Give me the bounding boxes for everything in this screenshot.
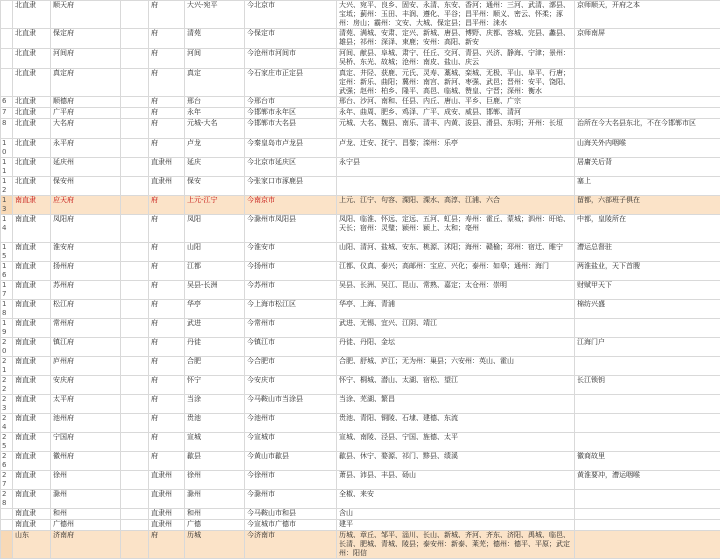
blank-cell[interactable] — [121, 158, 149, 177]
blank-cell[interactable] — [121, 119, 149, 139]
prefecture-name-cell[interactable]: 徽州府 — [51, 452, 121, 471]
note-cell[interactable]: 居庸关后背 — [575, 158, 720, 177]
prefecture-name-cell[interactable]: 大名府 — [51, 119, 121, 139]
blank-cell[interactable] — [121, 243, 149, 262]
table-row[interactable] — [1, 243, 720, 262]
prefecture-name-cell[interactable]: 太平府 — [51, 395, 121, 414]
blank-cell[interactable] — [121, 177, 149, 196]
blank-cell[interactable] — [121, 49, 149, 69]
table-row[interactable] — [1, 29, 720, 49]
table-row[interactable] — [1, 520, 720, 531]
prefecture-name-cell[interactable]: 滁州 — [51, 490, 121, 509]
table-row[interactable] — [1, 262, 720, 281]
seat-county-cell[interactable]: 山阳 — [185, 243, 245, 262]
province-cell[interactable]: 北直隶 — [13, 119, 51, 139]
modern-location-cell[interactable]: 今张家口市涿鹿县 — [245, 177, 337, 196]
subordinate-counties-cell[interactable]: 含山 — [337, 509, 575, 520]
table-row[interactable] — [1, 281, 720, 300]
modern-location-cell[interactable]: 今马鞍山市和县 — [245, 509, 337, 520]
modern-location-cell[interactable]: 今池州市 — [245, 414, 337, 433]
modern-location-cell[interactable]: 今滁州市凤阳县 — [245, 215, 337, 243]
prefecture-name-cell[interactable]: 徐州 — [51, 471, 121, 490]
note-cell[interactable]: 财赋甲天下 — [575, 281, 720, 300]
blank-cell[interactable] — [121, 452, 149, 471]
row-number[interactable]: 22 — [1, 376, 13, 395]
prefecture-name-cell[interactable]: 顺德府 — [51, 97, 121, 108]
seat-county-cell[interactable]: 历城 — [185, 531, 245, 559]
modern-location-cell[interactable]: 今镇江市 — [245, 338, 337, 357]
seat-county-cell[interactable]: 吴县-长洲 — [185, 281, 245, 300]
admin-type-cell[interactable]: 府 — [149, 300, 185, 319]
subordinate-counties-cell[interactable]: 真定、井陉、获鹿、元氏、灵寿、藁城、栾城、无极、平山、阜平、行唐；定州：新乐、曲阳；冀州：南宫、新河、枣强、武邑；晋州：安平、饶阳、武强；赵州：柏乡、隆平、高邑、临城、赞皇、宁晋；深州：衡水 — [337, 69, 575, 97]
subordinate-counties-cell[interactable]: 当涂、芜湖、繁昌 — [337, 395, 575, 414]
prefecture-name-cell[interactable]: 河间府 — [51, 49, 121, 69]
prefecture-name-cell[interactable]: 广德州 — [51, 520, 121, 531]
province-cell[interactable]: 北直隶 — [13, 158, 51, 177]
admin-type-cell[interactable]: 府 — [149, 262, 185, 281]
admin-type-cell[interactable]: 府 — [149, 433, 185, 452]
province-cell[interactable]: 南直隶 — [13, 433, 51, 452]
blank-cell[interactable] — [121, 338, 149, 357]
admin-type-cell[interactable]: 府 — [149, 69, 185, 97]
modern-location-cell[interactable]: 今合肥市 — [245, 357, 337, 376]
subordinate-counties-cell[interactable]: 贵池、青阳、铜陵、石埭、建德、东流 — [337, 414, 575, 433]
table-row[interactable] — [1, 158, 720, 177]
row-number[interactable] — [1, 69, 13, 97]
admin-type-cell[interactable]: 府 — [149, 531, 185, 559]
note-cell[interactable] — [575, 433, 720, 452]
row-number[interactable] — [1, 1, 13, 29]
prefecture-name-cell[interactable]: 淮安府 — [51, 243, 121, 262]
province-cell[interactable]: 南直隶 — [13, 452, 51, 471]
row-number[interactable]: 8 — [1, 119, 13, 139]
note-cell[interactable] — [575, 97, 720, 108]
note-cell[interactable]: 京师南屏 — [575, 29, 720, 49]
row-number[interactable]: 13 — [1, 196, 13, 215]
table-row[interactable] — [1, 69, 720, 97]
subordinate-counties-cell[interactable]: 河间、献县、阜城、肃宁、任丘、交河、青县、兴济、静海、宁津；景州：吴桥、东光、故城；沧州：南皮、盐山、庆云 — [337, 49, 575, 69]
modern-location-cell[interactable]: 今上海市松江区 — [245, 300, 337, 319]
province-cell[interactable]: 南直隶 — [13, 319, 51, 338]
note-cell[interactable]: 棉纺兴盛 — [575, 300, 720, 319]
note-cell[interactable] — [575, 509, 720, 520]
seat-county-cell[interactable]: 保安 — [185, 177, 245, 196]
prefecture-name-cell[interactable]: 常州府 — [51, 319, 121, 338]
modern-location-cell[interactable]: 今常州市 — [245, 319, 337, 338]
table-row[interactable] — [1, 395, 720, 414]
province-cell[interactable]: 南直隶 — [13, 215, 51, 243]
row-number[interactable]: 6 — [1, 97, 13, 108]
row-number[interactable]: 23 — [1, 395, 13, 414]
row-number[interactable]: 26 — [1, 452, 13, 471]
note-cell[interactable]: 两淮盐业，天下首膄 — [575, 262, 720, 281]
row-number[interactable]: 15 — [1, 243, 13, 262]
subordinate-counties-cell[interactable]: 卢龙、迁安、抚宁、昌黎；滦州：乐亭 — [337, 139, 575, 158]
seat-county-cell[interactable]: 永年 — [185, 108, 245, 119]
blank-cell[interactable] — [121, 433, 149, 452]
admin-type-cell[interactable]: 府 — [149, 215, 185, 243]
province-cell[interactable]: 南直隶 — [13, 357, 51, 376]
table-row[interactable] — [1, 215, 720, 243]
table-row[interactable] — [1, 49, 720, 69]
modern-location-cell[interactable]: 今北京市 — [245, 1, 337, 29]
prefecture-name-cell[interactable]: 松江府 — [51, 300, 121, 319]
blank-cell[interactable] — [121, 108, 149, 119]
province-cell[interactable]: 南直隶 — [13, 509, 51, 520]
table-row[interactable] — [1, 97, 720, 108]
province-cell[interactable]: 北直隶 — [13, 139, 51, 158]
admin-type-cell[interactable]: 府 — [149, 338, 185, 357]
province-cell[interactable]: 南直隶 — [13, 243, 51, 262]
note-cell[interactable]: 江海门户 — [575, 338, 720, 357]
admin-type-cell[interactable]: 府 — [149, 243, 185, 262]
admin-type-cell[interactable]: 府 — [149, 452, 185, 471]
note-cell[interactable] — [575, 531, 720, 559]
subordinate-counties-cell[interactable]: 吴县、长洲、吴江、昆山、常熟、嘉定；太仓州：崇明 — [337, 281, 575, 300]
subordinate-counties-cell[interactable]: 邢台、沙河、南和、任县、内丘、唐山、平乡、巨鹿、广宗 — [337, 97, 575, 108]
subordinate-counties-cell[interactable]: 上元、江宁、句容、溧阳、溧水、高淳、江浦、六合 — [337, 196, 575, 215]
table-row[interactable] — [1, 300, 720, 319]
subordinate-counties-cell[interactable]: 武进、无锡、宜兴、江阴、靖江 — [337, 319, 575, 338]
province-cell[interactable]: 南直隶 — [13, 196, 51, 215]
table-row[interactable] — [1, 108, 720, 119]
prefecture-name-cell[interactable]: 真定府 — [51, 69, 121, 97]
note-cell[interactable]: 长江锁钥 — [575, 376, 720, 395]
table-row[interactable] — [1, 490, 720, 509]
blank-cell[interactable] — [121, 281, 149, 300]
row-number[interactable]: 16 — [1, 262, 13, 281]
blank-cell[interactable] — [121, 376, 149, 395]
admin-type-cell[interactable]: 府 — [149, 108, 185, 119]
subordinate-counties-cell[interactable]: 建平 — [337, 520, 575, 531]
subordinate-counties-cell[interactable]: 宣城、南陵、泾县、宁国、旌德、太平 — [337, 433, 575, 452]
prefecture-name-cell[interactable]: 镇江府 — [51, 338, 121, 357]
table-row[interactable] — [1, 1, 720, 29]
subordinate-counties-cell[interactable]: 江都、仪真、泰兴；高邮州：宝应、兴化；泰州：如皋；通州：海门 — [337, 262, 575, 281]
seat-county-cell[interactable]: 滁州 — [185, 490, 245, 509]
table-row[interactable] — [1, 414, 720, 433]
admin-type-cell[interactable]: 直隶州 — [149, 520, 185, 531]
seat-county-cell[interactable]: 徐州 — [185, 471, 245, 490]
seat-county-cell[interactable]: 广德 — [185, 520, 245, 531]
blank-cell[interactable] — [121, 97, 149, 108]
table-row[interactable] — [1, 357, 720, 376]
modern-location-cell[interactable]: 今宣城市广德市 — [245, 520, 337, 531]
subordinate-counties-cell[interactable]: 歙县、休宁、婺源、祁门、黟县、绩溪 — [337, 452, 575, 471]
note-cell[interactable] — [575, 414, 720, 433]
table-row[interactable] — [1, 139, 720, 158]
row-number[interactable]: 7 — [1, 108, 13, 119]
subordinate-counties-cell[interactable]: 元城、大名、魏县、南乐、清丰、内黄、浚县、滑县、东明；开州：长垣 — [337, 119, 575, 139]
admin-type-cell[interactable]: 直隶州 — [149, 471, 185, 490]
modern-location-cell[interactable]: 今宣城市 — [245, 433, 337, 452]
modern-location-cell[interactable]: 今秦皇岛市卢龙县 — [245, 139, 337, 158]
blank-cell[interactable] — [121, 215, 149, 243]
subordinate-counties-cell[interactable]: 清苑、满城、安肃、定兴、新城、唐县、博野、庆都、容城、完县、蠡县、雄县；祁州：深泽、束鹿；安州：高阳、新安 — [337, 29, 575, 49]
note-cell[interactable]: 漕运总督驻 — [575, 243, 720, 262]
table-row[interactable] — [1, 433, 720, 452]
blank-cell[interactable] — [121, 262, 149, 281]
subordinate-counties-cell[interactable]: 丹徒、丹阳、金坛 — [337, 338, 575, 357]
row-number[interactable]: 11 — [1, 158, 13, 177]
seat-county-cell[interactable]: 真定 — [185, 69, 245, 97]
prefecture-name-cell[interactable]: 池州府 — [51, 414, 121, 433]
prefecture-name-cell[interactable]: 广平府 — [51, 108, 121, 119]
prefecture-name-cell[interactable]: 扬州府 — [51, 262, 121, 281]
blank-cell[interactable] — [121, 509, 149, 520]
modern-location-cell[interactable]: 今邯郸市大名县 — [245, 119, 337, 139]
modern-location-cell[interactable]: 今邯郸市永年区 — [245, 108, 337, 119]
province-cell[interactable]: 南直隶 — [13, 262, 51, 281]
seat-county-cell[interactable]: 大兴-宛平 — [185, 1, 245, 29]
province-cell[interactable]: 北直隶 — [13, 108, 51, 119]
row-number[interactable]: 21 — [1, 357, 13, 376]
note-cell[interactable]: 黄淮要冲，漕运咽喉 — [575, 471, 720, 490]
province-cell[interactable]: 北直隶 — [13, 177, 51, 196]
province-cell[interactable]: 北直隶 — [13, 29, 51, 49]
subordinate-counties-cell[interactable]: 凤阳、临淮、怀远、定远、五河、虹县；寿州：霍丘、蒙城；泗州：盱眙、天长；宿州：灵璧；颍州：颍上、太和；亳州 — [337, 215, 575, 243]
modern-location-cell[interactable]: 今石家庄市正定县 — [245, 69, 337, 97]
admin-type-cell[interactable]: 直隶州 — [149, 177, 185, 196]
modern-location-cell[interactable]: 今保定市 — [245, 29, 337, 49]
row-number[interactable]: 24 — [1, 414, 13, 433]
seat-county-cell[interactable]: 丹徒 — [185, 338, 245, 357]
modern-location-cell[interactable]: 今安庆市 — [245, 376, 337, 395]
subordinate-counties-cell[interactable]: 怀宁、桐城、潜山、太湖、宿松、望江 — [337, 376, 575, 395]
modern-location-cell[interactable]: 今淮安市 — [245, 243, 337, 262]
admin-type-cell[interactable]: 直隶州 — [149, 509, 185, 520]
blank-cell[interactable] — [121, 471, 149, 490]
row-number[interactable] — [1, 520, 13, 531]
row-number[interactable]: 20 — [1, 338, 13, 357]
note-cell[interactable] — [575, 319, 720, 338]
row-number[interactable]: 17 — [1, 281, 13, 300]
row-number[interactable] — [1, 49, 13, 69]
admin-type-cell[interactable]: 府 — [149, 1, 185, 29]
row-number[interactable]: 10 — [1, 139, 13, 158]
province-cell[interactable]: 南直隶 — [13, 490, 51, 509]
seat-county-cell[interactable]: 江都 — [185, 262, 245, 281]
prefecture-name-cell[interactable]: 延庆州 — [51, 158, 121, 177]
note-cell[interactable] — [575, 49, 720, 69]
note-cell[interactable]: 塞上 — [575, 177, 720, 196]
blank-cell[interactable] — [121, 414, 149, 433]
province-cell[interactable]: 南直隶 — [13, 414, 51, 433]
blank-cell[interactable] — [121, 196, 149, 215]
note-cell[interactable]: 山海关外内咽喉 — [575, 139, 720, 158]
note-cell[interactable] — [575, 357, 720, 376]
blank-cell[interactable] — [121, 29, 149, 49]
subordinate-counties-cell[interactable]: 大兴、宛平、良乡、固安、永清、东安、香河；通州：三河、武清、漷县、宝坻；蓟州：玉田、丰润、遵化、平谷；昌平州：顺义、密云、怀柔；涿州：房山；霸州：文安、大城、保定县；昌平州：涞水 — [337, 1, 575, 29]
seat-county-cell[interactable]: 宣城 — [185, 433, 245, 452]
row-number[interactable]: 19 — [1, 319, 13, 338]
blank-cell[interactable] — [121, 531, 149, 559]
modern-location-cell[interactable]: 今苏州市 — [245, 281, 337, 300]
prefecture-name-cell[interactable]: 凤阳府 — [51, 215, 121, 243]
note-cell[interactable]: 治所在今大名县东北，不在今邯郸市区 — [575, 119, 720, 139]
blank-cell[interactable] — [121, 139, 149, 158]
table-row[interactable] — [1, 531, 720, 559]
admin-type-cell[interactable]: 直隶州 — [149, 158, 185, 177]
seat-county-cell[interactable]: 河间 — [185, 49, 245, 69]
subordinate-counties-cell[interactable]: 山阳、清河、盐城、安东、桃源、沭阳；海州：赣榆；邳州：宿迁、睢宁 — [337, 243, 575, 262]
seat-county-cell[interactable]: 元城-大名 — [185, 119, 245, 139]
province-cell[interactable]: 北直隶 — [13, 1, 51, 29]
seat-county-cell[interactable]: 卢龙 — [185, 139, 245, 158]
blank-cell[interactable] — [121, 395, 149, 414]
admin-type-cell[interactable]: 府 — [149, 281, 185, 300]
note-cell[interactable] — [575, 395, 720, 414]
modern-location-cell[interactable]: 今沧州市河间市 — [245, 49, 337, 69]
row-number[interactable]: 12 — [1, 177, 13, 196]
province-cell[interactable]: 南直隶 — [13, 300, 51, 319]
note-cell[interactable]: 留都，六部班子俱在 — [575, 196, 720, 215]
row-number[interactable] — [1, 29, 13, 49]
subordinate-counties-cell[interactable]: 历城、章丘、邹平、淄川、长山、新城、齐河、齐东、济阳、禹城、临邑、长清、肥城、青城、陵县；泰安州：新泰、莱芜；德州：德平、平原；武定州：阳信 — [337, 531, 575, 559]
subordinate-counties-cell[interactable]: 华亭、上海、青浦 — [337, 300, 575, 319]
admin-type-cell[interactable]: 府 — [149, 395, 185, 414]
modern-location-cell[interactable]: 今济南市 — [245, 531, 337, 559]
blank-cell[interactable] — [121, 300, 149, 319]
subordinate-counties-cell[interactable]: 萧县、沛县、丰县、砀山 — [337, 471, 575, 490]
seat-county-cell[interactable]: 合肥 — [185, 357, 245, 376]
row-number[interactable]: 27 — [1, 471, 13, 490]
seat-county-cell[interactable]: 歙县 — [185, 452, 245, 471]
seat-county-cell[interactable]: 清苑 — [185, 29, 245, 49]
note-cell[interactable] — [575, 108, 720, 119]
prefecture-name-cell[interactable]: 庐州府 — [51, 357, 121, 376]
row-number[interactable]: 18 — [1, 300, 13, 319]
seat-county-cell[interactable]: 怀宁 — [185, 376, 245, 395]
admin-type-cell[interactable]: 府 — [149, 357, 185, 376]
table-row[interactable] — [1, 376, 720, 395]
subordinate-counties-cell[interactable]: 永年、曲周、肥乡、鸡泽、广平、成安、威县、邯郸、清河 — [337, 108, 575, 119]
modern-location-cell[interactable]: 今滁州市 — [245, 490, 337, 509]
blank-cell[interactable] — [121, 69, 149, 97]
admin-type-cell[interactable]: 府 — [149, 119, 185, 139]
province-cell[interactable]: 北直隶 — [13, 97, 51, 108]
table-row[interactable] — [1, 509, 720, 520]
admin-type-cell[interactable]: 府 — [149, 49, 185, 69]
admin-type-cell[interactable]: 直隶州 — [149, 490, 185, 509]
subordinate-counties-cell[interactable] — [337, 177, 575, 196]
table-row[interactable] — [1, 119, 720, 139]
prefecture-name-cell[interactable]: 苏州府 — [51, 281, 121, 300]
subordinate-counties-cell[interactable]: 全椒、来安 — [337, 490, 575, 509]
province-cell[interactable]: 北直隶 — [13, 69, 51, 97]
seat-county-cell[interactable]: 邢台 — [185, 97, 245, 108]
prefecture-name-cell[interactable]: 济南府 — [51, 531, 121, 559]
row-number[interactable]: 14 — [1, 215, 13, 243]
row-number[interactable] — [1, 531, 13, 559]
prefecture-name-cell[interactable]: 保定府 — [51, 29, 121, 49]
blank-cell[interactable] — [121, 1, 149, 29]
seat-county-cell[interactable]: 上元-江宁 — [185, 196, 245, 215]
province-cell[interactable]: 南直隶 — [13, 281, 51, 300]
province-cell[interactable]: 北直隶 — [13, 49, 51, 69]
seat-county-cell[interactable]: 凤阳 — [185, 215, 245, 243]
province-cell[interactable]: 南直隶 — [13, 395, 51, 414]
modern-location-cell[interactable]: 今南京市 — [245, 196, 337, 215]
note-cell[interactable] — [575, 69, 720, 97]
admin-type-cell[interactable]: 府 — [149, 139, 185, 158]
prefecture-name-cell[interactable]: 宁国府 — [51, 433, 121, 452]
row-number[interactable]: 28 — [1, 490, 13, 509]
province-cell[interactable]: 南直隶 — [13, 520, 51, 531]
modern-location-cell[interactable]: 今邢台市 — [245, 97, 337, 108]
seat-county-cell[interactable]: 武进 — [185, 319, 245, 338]
seat-county-cell[interactable]: 和州 — [185, 509, 245, 520]
prefecture-name-cell[interactable]: 顺天府 — [51, 1, 121, 29]
seat-county-cell[interactable]: 延庆 — [185, 158, 245, 177]
note-cell[interactable]: 徽商故里 — [575, 452, 720, 471]
seat-county-cell[interactable]: 华亭 — [185, 300, 245, 319]
note-cell[interactable] — [575, 490, 720, 509]
row-number[interactable] — [1, 509, 13, 520]
note-cell[interactable]: 中都，皇陵所在 — [575, 215, 720, 243]
table-row[interactable] — [1, 471, 720, 490]
table-row[interactable] — [1, 177, 720, 196]
prefecture-name-cell[interactable]: 永平府 — [51, 139, 121, 158]
prefecture-name-cell[interactable]: 应天府 — [51, 196, 121, 215]
prefecture-name-cell[interactable]: 和州 — [51, 509, 121, 520]
modern-location-cell[interactable]: 今黄山市歙县 — [245, 452, 337, 471]
row-number[interactable]: 25 — [1, 433, 13, 452]
modern-location-cell[interactable]: 今扬州市 — [245, 262, 337, 281]
admin-type-cell[interactable]: 府 — [149, 414, 185, 433]
prefecture-name-cell[interactable]: 安庆府 — [51, 376, 121, 395]
subordinate-counties-cell[interactable]: 合肥、舒城、庐江；无为州：巢县；六安州：英山、霍山 — [337, 357, 575, 376]
province-cell[interactable]: 南直隶 — [13, 338, 51, 357]
admin-type-cell[interactable]: 府 — [149, 29, 185, 49]
table-row[interactable] — [1, 452, 720, 471]
admin-type-cell[interactable]: 府 — [149, 376, 185, 395]
note-cell[interactable] — [575, 520, 720, 531]
blank-cell[interactable] — [121, 520, 149, 531]
province-cell[interactable]: 山东 — [13, 531, 51, 559]
seat-county-cell[interactable]: 当涂 — [185, 395, 245, 414]
blank-cell[interactable] — [121, 490, 149, 509]
admin-type-cell[interactable]: 府 — [149, 97, 185, 108]
note-cell[interactable]: 京师顺天，开府之本 — [575, 1, 720, 29]
admin-type-cell[interactable]: 府 — [149, 319, 185, 338]
admin-type-cell[interactable]: 府 — [149, 196, 185, 215]
modern-location-cell[interactable]: 今马鞍山市当涂县 — [245, 395, 337, 414]
province-cell[interactable]: 南直隶 — [13, 471, 51, 490]
blank-cell[interactable] — [121, 319, 149, 338]
prefecture-name-cell[interactable]: 保安州 — [51, 177, 121, 196]
blank-cell[interactable] — [121, 357, 149, 376]
seat-county-cell[interactable]: 贵池 — [185, 414, 245, 433]
modern-location-cell[interactable]: 今徐州市 — [245, 471, 337, 490]
table-row[interactable] — [1, 338, 720, 357]
table-row[interactable] — [1, 319, 720, 338]
subordinate-counties-cell[interactable]: 永宁县 — [337, 158, 575, 177]
table-row[interactable] — [1, 196, 720, 215]
modern-location-cell[interactable]: 今北京市延庆区 — [245, 158, 337, 177]
province-cell[interactable]: 南直隶 — [13, 376, 51, 395]
